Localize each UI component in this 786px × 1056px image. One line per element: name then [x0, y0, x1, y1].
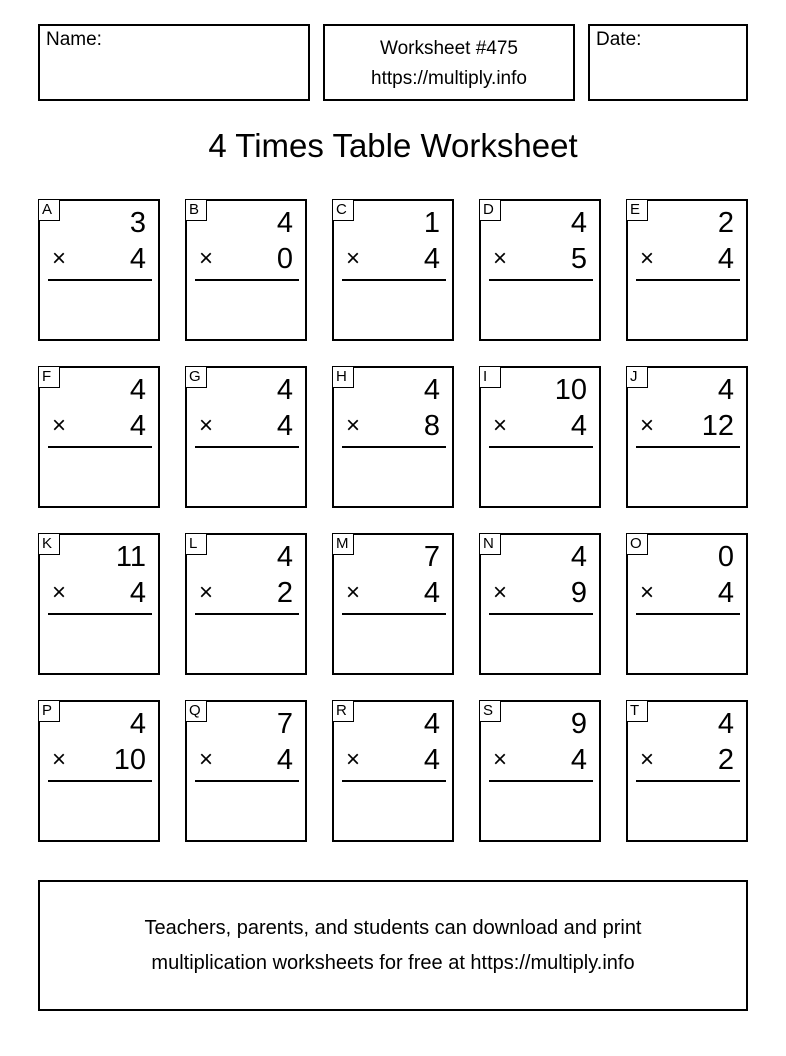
- bottom-number: 4: [276, 410, 293, 442]
- problem-box: [626, 700, 748, 842]
- problem-box: [626, 199, 748, 341]
- footer-line-1: Teachers, parents, and students can download and print: [144, 917, 642, 939]
- bottom-number: 12: [701, 410, 734, 442]
- problem-box: [38, 700, 160, 842]
- bottom-number: 2: [717, 744, 734, 776]
- top-number: 4: [129, 708, 146, 740]
- worksheet-info-box: [323, 24, 575, 101]
- answer-line: [195, 613, 299, 615]
- times-sign: ×: [199, 245, 214, 272]
- times-sign: ×: [640, 412, 655, 439]
- answer-line: [48, 613, 152, 615]
- answer-line: [636, 780, 740, 782]
- name-label: Name:: [46, 29, 102, 50]
- problem-letter: F: [38, 366, 60, 388]
- problem-letter: K: [38, 533, 60, 555]
- answer-line: [636, 446, 740, 448]
- top-number: 4: [423, 374, 440, 406]
- top-number: 2: [717, 207, 734, 239]
- problem-box: [185, 366, 307, 508]
- bottom-number: 2: [276, 577, 293, 609]
- answer-line: [48, 279, 152, 281]
- problem-letter: A: [38, 199, 60, 221]
- problem-box: [479, 700, 601, 842]
- answer-line: [48, 780, 152, 782]
- site-url: https://multiply.info: [371, 68, 527, 89]
- problem-box: [479, 533, 601, 675]
- times-sign: ×: [199, 412, 214, 439]
- problem-letter: N: [479, 533, 501, 555]
- footer-line-2: multiplication worksheets for free at https://multiply.info: [151, 952, 635, 974]
- problem-box: [332, 199, 454, 341]
- times-sign: ×: [346, 412, 361, 439]
- problem-letter: D: [479, 199, 501, 221]
- times-sign: ×: [493, 746, 508, 773]
- problem-box: [626, 366, 748, 508]
- problem-box: [626, 533, 748, 675]
- bottom-number: 0: [276, 243, 293, 275]
- times-sign: ×: [52, 412, 67, 439]
- name-field-box[interactable]: [38, 24, 310, 101]
- times-sign: ×: [640, 245, 655, 272]
- bottom-number: 9: [570, 577, 587, 609]
- top-number: 4: [276, 541, 293, 573]
- problem-box: [185, 199, 307, 341]
- problem-box: [332, 700, 454, 842]
- bottom-number: 4: [129, 243, 146, 275]
- times-sign: ×: [346, 746, 361, 773]
- answer-line: [489, 613, 593, 615]
- problem-box: [479, 366, 601, 508]
- answer-line: [342, 446, 446, 448]
- top-number: 4: [717, 708, 734, 740]
- times-sign: ×: [640, 746, 655, 773]
- answer-line: [195, 780, 299, 782]
- answer-line: [342, 780, 446, 782]
- top-number: 4: [717, 374, 734, 406]
- problem-letter: C: [332, 199, 354, 221]
- top-number: 4: [570, 541, 587, 573]
- bottom-number: 4: [570, 410, 587, 442]
- top-number: 1: [423, 207, 440, 239]
- top-number: 11: [115, 541, 146, 573]
- top-number: 4: [570, 207, 587, 239]
- times-sign: ×: [493, 412, 508, 439]
- top-number: 7: [423, 541, 440, 573]
- problem-box: [38, 533, 160, 675]
- times-sign: ×: [493, 579, 508, 606]
- top-number: 0: [717, 541, 734, 573]
- problem-letter: I: [479, 366, 501, 388]
- bottom-number: 4: [129, 577, 146, 609]
- problem-box: [38, 366, 160, 508]
- problem-letter: R: [332, 700, 354, 722]
- bottom-number: 4: [570, 744, 587, 776]
- answer-line: [342, 613, 446, 615]
- bottom-number: 4: [423, 577, 440, 609]
- problem-box: [332, 366, 454, 508]
- top-number: 4: [276, 374, 293, 406]
- top-number: 4: [423, 708, 440, 740]
- times-sign: ×: [52, 245, 67, 272]
- problem-letter: J: [626, 366, 648, 388]
- problem-letter: L: [185, 533, 207, 555]
- times-sign: ×: [52, 579, 67, 606]
- times-sign: ×: [52, 746, 67, 773]
- answer-line: [636, 279, 740, 281]
- answer-line: [342, 279, 446, 281]
- problem-letter: S: [479, 700, 501, 722]
- bottom-number: 10: [113, 744, 146, 776]
- bottom-number: 4: [717, 243, 734, 275]
- problem-letter: E: [626, 199, 648, 221]
- problem-box: [185, 700, 307, 842]
- problem-box: [38, 199, 160, 341]
- problem-letter: P: [38, 700, 60, 722]
- problem-box: [479, 199, 601, 341]
- top-number: 3: [129, 207, 146, 239]
- date-field-box[interactable]: [588, 24, 748, 101]
- bottom-number: 8: [423, 410, 440, 442]
- problem-box: [185, 533, 307, 675]
- times-sign: ×: [640, 579, 655, 606]
- answer-line: [195, 446, 299, 448]
- problem-letter: G: [185, 366, 207, 388]
- answer-line: [489, 446, 593, 448]
- problem-letter: T: [626, 700, 648, 722]
- problem-letter: O: [626, 533, 648, 555]
- page-title: 4 Times Table Worksheet: [208, 127, 578, 164]
- top-number: 9: [570, 708, 587, 740]
- bottom-number: 4: [717, 577, 734, 609]
- times-sign: ×: [199, 579, 214, 606]
- bottom-number: 4: [129, 410, 146, 442]
- bottom-number: 4: [423, 243, 440, 275]
- date-label: Date:: [596, 29, 642, 50]
- top-number: 10: [554, 374, 587, 406]
- answer-line: [489, 279, 593, 281]
- problem-letter: H: [332, 366, 354, 388]
- top-number: 4: [129, 374, 146, 406]
- problem-letter: M: [332, 533, 354, 555]
- bottom-number: 5: [570, 243, 587, 275]
- times-sign: ×: [346, 579, 361, 606]
- times-sign: ×: [346, 245, 361, 272]
- times-sign: ×: [493, 245, 508, 272]
- top-number: 4: [276, 207, 293, 239]
- answer-line: [195, 279, 299, 281]
- answer-line: [636, 613, 740, 615]
- problem-letter: B: [185, 199, 207, 221]
- problem-box: [332, 533, 454, 675]
- times-sign: ×: [199, 746, 214, 773]
- answer-line: [489, 780, 593, 782]
- answer-line: [48, 446, 152, 448]
- bottom-number: 4: [276, 744, 293, 776]
- worksheet-number: Worksheet #475: [379, 38, 518, 59]
- bottom-number: 4: [423, 744, 440, 776]
- footer-box: [38, 880, 748, 1011]
- problem-letter: Q: [185, 700, 207, 722]
- top-number: 7: [276, 708, 293, 740]
